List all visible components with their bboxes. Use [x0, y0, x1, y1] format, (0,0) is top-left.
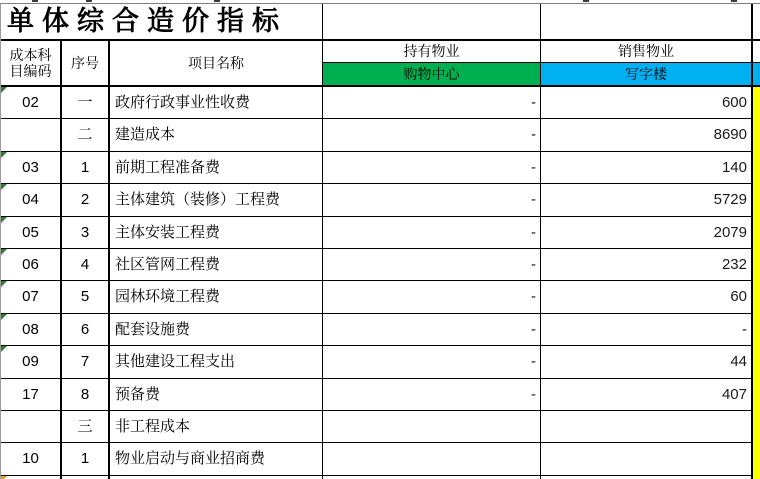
cell-project-name[interactable]: 其他建设工程支出	[110, 346, 323, 378]
code-text: 05	[22, 223, 39, 241]
next-column-sliver[interactable]	[753, 411, 760, 443]
cell-holding-value[interactable]: -	[323, 87, 541, 119]
code-text: 04	[22, 191, 39, 209]
comment-indicator-icon	[1, 314, 7, 320]
cell-holding-value[interactable]: -	[323, 249, 541, 281]
next-column-sliver[interactable]	[753, 314, 760, 346]
code-text: 06	[22, 256, 39, 274]
header-sales-sub[interactable]: 写字楼	[541, 63, 753, 87]
next-column-sliver[interactable]	[753, 443, 760, 475]
cell-seq[interactable]: 二	[62, 119, 110, 151]
clipped-text-fragment	[86, 0, 92, 2]
cell-code[interactable]: 10	[1, 443, 62, 475]
code-text: 08	[22, 320, 39, 338]
cell-seq[interactable]: 7	[62, 346, 110, 378]
cell-sales-value[interactable]	[541, 443, 753, 475]
clipped-text-fragment	[583, 0, 589, 2]
comment-indicator-icon	[1, 281, 7, 287]
code-text: 09	[22, 353, 39, 371]
header-cost-code-line1: 成本科	[9, 46, 52, 63]
cell-sales-value[interactable]: 8690	[541, 119, 753, 151]
header-holding-sub[interactable]: 购物中心	[323, 63, 541, 87]
cell-holding-value[interactable]: -	[323, 379, 541, 411]
next-column-sliver[interactable]	[753, 184, 760, 216]
clipped-text-fragment	[731, 0, 737, 2]
cell-code[interactable]	[1, 411, 62, 443]
cell-code[interactable]	[1, 346, 62, 378]
cell-seq[interactable]: 8	[62, 379, 110, 411]
cell-holding-value[interactable]: -	[323, 184, 541, 216]
cell-holding-value[interactable]: -	[323, 346, 541, 378]
cell-code[interactable]: 17	[1, 379, 62, 411]
cell-code[interactable]	[1, 87, 62, 119]
next-column-sliver[interactable]	[753, 87, 760, 119]
table-title-cell[interactable]: 单体综合造价指标	[1, 4, 323, 41]
header-holding-group[interactable]: 持有物业	[323, 41, 541, 63]
comment-indicator-icon	[1, 249, 7, 255]
cell-seq[interactable]: 4	[62, 249, 110, 281]
cell-project-name[interactable]: 建造成本	[110, 119, 323, 151]
cell-code[interactable]	[1, 217, 62, 249]
empty-cell[interactable]	[753, 4, 760, 41]
cell-project-name[interactable]: 政府行政事业性收费	[110, 87, 323, 119]
code-text: 03	[22, 158, 39, 176]
empty-cell[interactable]	[323, 4, 541, 41]
cell-holding-value[interactable]: -	[323, 281, 541, 313]
header-seq[interactable]: 序号	[62, 41, 110, 87]
code-text: 07	[22, 288, 39, 306]
cell-project-name[interactable]: 配套设施费	[110, 314, 323, 346]
cell-project-name[interactable]: 预备费	[110, 379, 323, 411]
next-column-sliver[interactable]	[753, 63, 760, 87]
next-column-sliver[interactable]	[753, 379, 760, 411]
comment-indicator-icon	[1, 87, 7, 93]
next-column-sliver[interactable]	[753, 281, 760, 313]
cell-holding-value[interactable]: -	[323, 217, 541, 249]
cell-code[interactable]	[1, 249, 62, 281]
next-column-sliver[interactable]	[753, 346, 760, 378]
next-column-sliver[interactable]	[753, 217, 760, 249]
next-column-sliver[interactable]	[753, 249, 760, 281]
cell-seq[interactable]: 6	[62, 314, 110, 346]
cost-index-table	[0, 3, 760, 479]
cell-code[interactable]	[1, 314, 62, 346]
cell-sales-value[interactable]: 600	[541, 87, 753, 119]
cell-sales-value[interactable]: 2079	[541, 217, 753, 249]
cell-project-name[interactable]: 前期工程准备费	[110, 152, 323, 184]
next-column-sliver[interactable]	[753, 119, 760, 151]
clipped-text-fragment	[214, 0, 220, 2]
cell-seq[interactable]: 3	[62, 217, 110, 249]
cell-sales-value[interactable]	[541, 411, 753, 443]
cell-project-name[interactable]: 主体安装工程费	[110, 217, 323, 249]
clipped-text-fragment	[32, 0, 38, 2]
cell-holding-value[interactable]	[323, 443, 541, 475]
cell-sales-value[interactable]: 407	[541, 379, 753, 411]
comment-indicator-icon	[1, 184, 7, 190]
cell-holding-value[interactable]	[323, 411, 541, 443]
empty-cell[interactable]	[541, 4, 753, 41]
code-text: 02	[22, 94, 39, 112]
header-project-name[interactable]: 项目名称	[110, 41, 323, 87]
comment-indicator-icon	[1, 346, 7, 352]
cell-holding-value[interactable]: -	[323, 314, 541, 346]
cell-project-name[interactable]: 物业启动与商业招商费	[110, 443, 323, 475]
cell-seq[interactable]: 三	[62, 411, 110, 443]
cell-holding-value[interactable]: -	[323, 119, 541, 151]
header-cost-code-line2: 目编码	[9, 63, 52, 79]
cell-seq[interactable]: 5	[62, 281, 110, 313]
cell-code[interactable]	[1, 281, 62, 313]
cell-sales-value[interactable]: -	[541, 314, 753, 346]
cell-holding-value[interactable]: -	[323, 152, 541, 184]
cell-code[interactable]	[1, 119, 62, 151]
cell-sales-value[interactable]: 232	[541, 249, 753, 281]
cell-seq[interactable]: 1	[62, 152, 110, 184]
cell-seq[interactable]: 一	[62, 87, 110, 119]
cell-sales-value[interactable]: 60	[541, 281, 753, 313]
next-column-sliver[interactable]	[753, 152, 760, 184]
cell-sales-value[interactable]: 140	[541, 152, 753, 184]
comment-indicator-icon	[1, 217, 7, 223]
next-column-sliver[interactable]	[753, 41, 760, 63]
cell-project-name[interactable]: 社区管网工程费	[110, 249, 323, 281]
header-sales-group[interactable]: 销售物业	[541, 41, 753, 63]
comment-indicator-icon	[1, 152, 7, 158]
cell-project-name[interactable]: 园林环境工程费	[110, 281, 323, 313]
cell-project-name[interactable]: 非工程成本	[110, 411, 323, 443]
cell-sales-value[interactable]: 44	[541, 346, 753, 378]
header-cost-code[interactable]	[1, 41, 62, 87]
cell-code[interactable]	[1, 184, 62, 216]
cell-code[interactable]	[1, 152, 62, 184]
cell-sales-value[interactable]: 5729	[541, 184, 753, 216]
cell-project-name[interactable]: 主体建筑（装修）工程费	[110, 184, 323, 216]
cell-seq[interactable]: 1	[62, 443, 110, 475]
cell-seq[interactable]: 2	[62, 184, 110, 216]
